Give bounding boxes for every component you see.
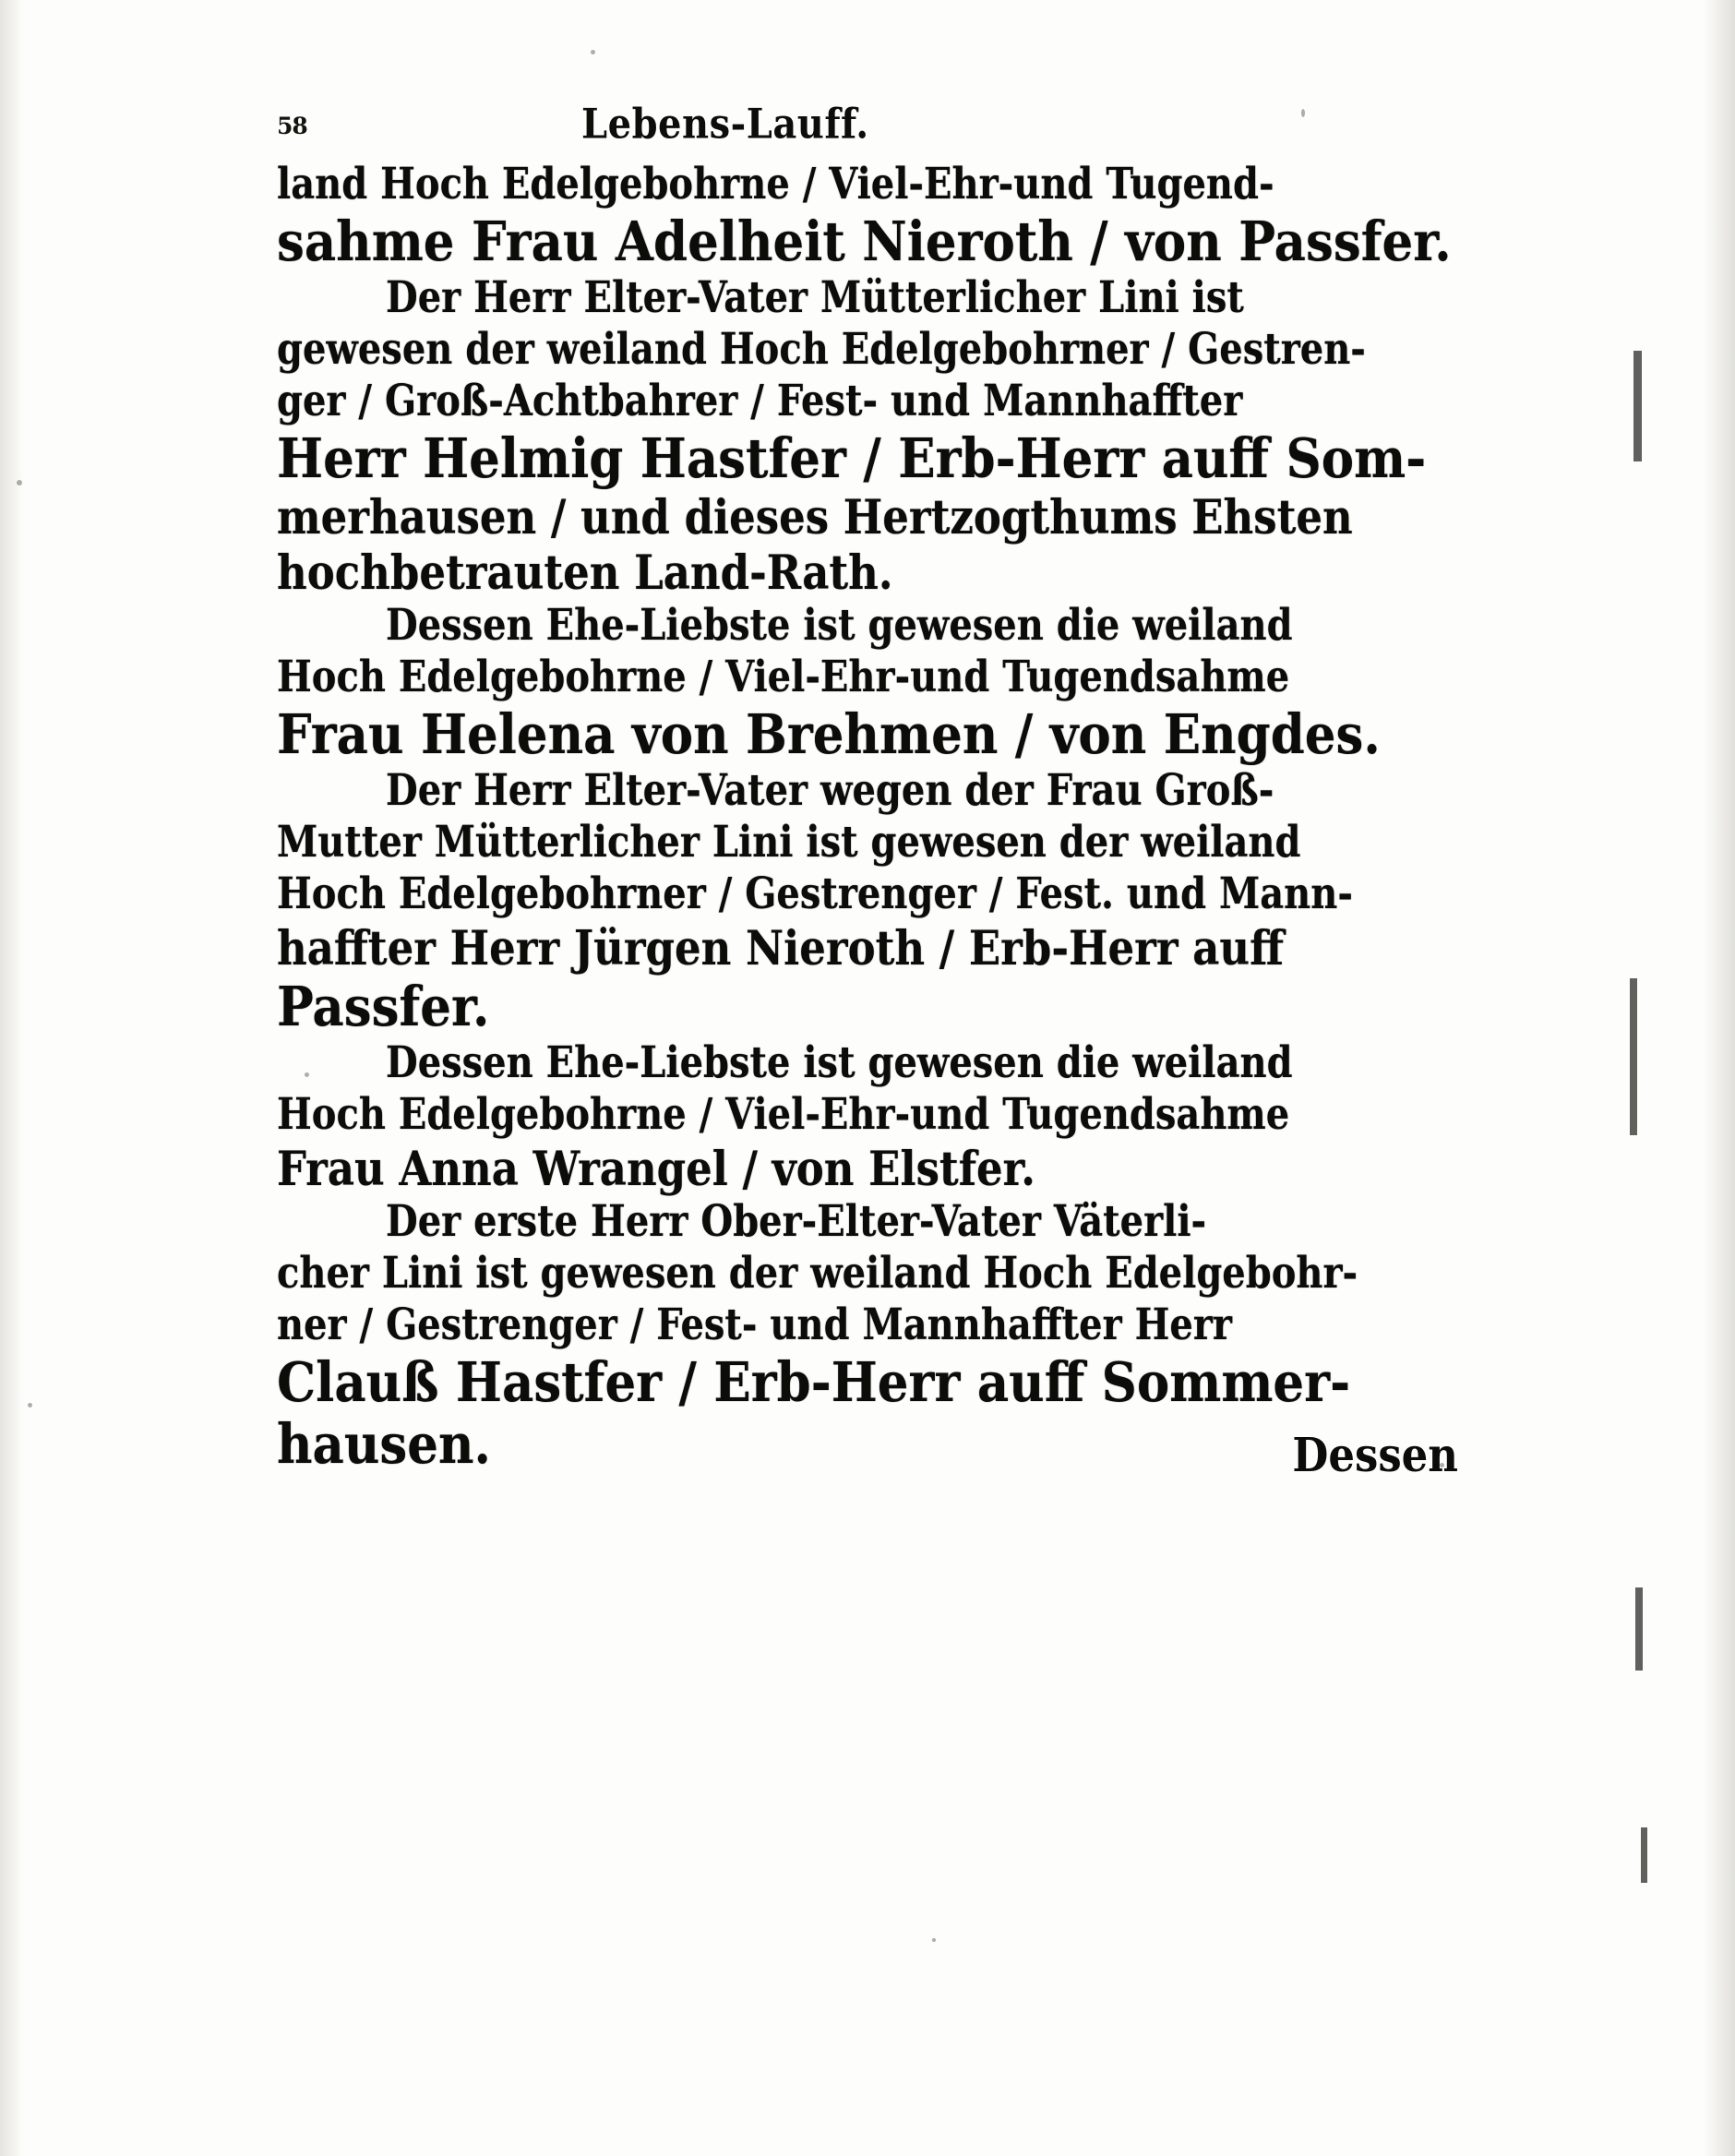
page-right-shadow: [1704, 0, 1735, 2156]
text-line: haffter Herr Jürgen Nieroth / Erb-Herr auff: [277, 920, 1285, 976]
scan-artifact: [1633, 351, 1642, 461]
last-line-row: [277, 1412, 1458, 1483]
text-line: Frau Anna Wrangel / von Elstfer.: [277, 1141, 1035, 1197]
text-line: cher Lini ist gewesen der weiland Hoch Edelgebohr-: [277, 1248, 1358, 1299]
running-head: Lebens-Lauff.: [581, 100, 869, 149]
page-left-shadow: [0, 0, 24, 2156]
text-line: land Hoch Edelgebohrne / Viel-Ehr-und Tugend-: [277, 159, 1274, 210]
scan-artifact: [1641, 1827, 1647, 1883]
text-line: ner / Gestrenger / Fest- und Mannhaffter Herr: [277, 1300, 1232, 1350]
text-line: Dessen Ehe-Liebste ist gewesen die weiland: [386, 1037, 1293, 1088]
text-line: Hoch Edelgebohrner / Gestrenger / Fest. und Mann-: [277, 868, 1353, 919]
text-line: Passfer.: [277, 975, 490, 1039]
scan-speck: [17, 480, 22, 485]
text-line: Mutter Mütterlicher Lini ist gewesen der weiland: [277, 817, 1301, 868]
text-line: gewesen der weiland Hoch Edelgebohrner / Gestren-: [277, 324, 1366, 375]
scan-speck: [28, 1403, 32, 1407]
text-line: Hoch Edelgebohrne / Viel-Ehr-und Tugendsahme: [277, 1089, 1290, 1140]
scan-speck: [932, 1938, 936, 1942]
text-line: hochbetrauten Land-Rath.: [277, 545, 893, 601]
page-header: [277, 100, 1458, 153]
text-line: hausen.: [277, 1412, 491, 1477]
text-line: Herr Helmig Hastfer / Erb-Herr auff Som-: [277, 426, 1427, 491]
text-line: Frau Helena von Brehmen / von Engdes.: [277, 702, 1381, 767]
text-line: Der erste Herr Ober-Elter-Vater Väterli-: [386, 1196, 1207, 1247]
text-line: Dessen Ehe-Liebste ist gewesen die weiland: [386, 600, 1293, 651]
scan-speck: [591, 50, 595, 54]
folio-number: 58: [277, 113, 307, 139]
scan-artifact: [1630, 978, 1637, 1135]
text-line: ger / Groß-Achtbahrer / Fest- und Mannhaffter: [277, 376, 1243, 426]
page-content: [277, 100, 1458, 1483]
body-text: [277, 159, 1458, 1483]
text-line: Der Herr Elter-Vater Mütterlicher Lini ist: [386, 272, 1244, 323]
text-line: sahme Frau Adelheit Nieroth / von Passfer.: [277, 210, 1452, 274]
text-line: Der Herr Elter-Vater wegen der Frau Groß-: [386, 765, 1274, 816]
text-line: Clauß Hastfer / Erb-Herr auff Sommer-: [277, 1350, 1351, 1415]
scan-artifact: [1635, 1587, 1643, 1671]
text-line: merhausen / und dieses Hertzogthums Ehsten: [277, 489, 1353, 545]
catchword: Dessen: [1292, 1427, 1458, 1483]
text-line: Hoch Edelgebohrne / Viel-Ehr-und Tugendsahme: [277, 652, 1290, 702]
